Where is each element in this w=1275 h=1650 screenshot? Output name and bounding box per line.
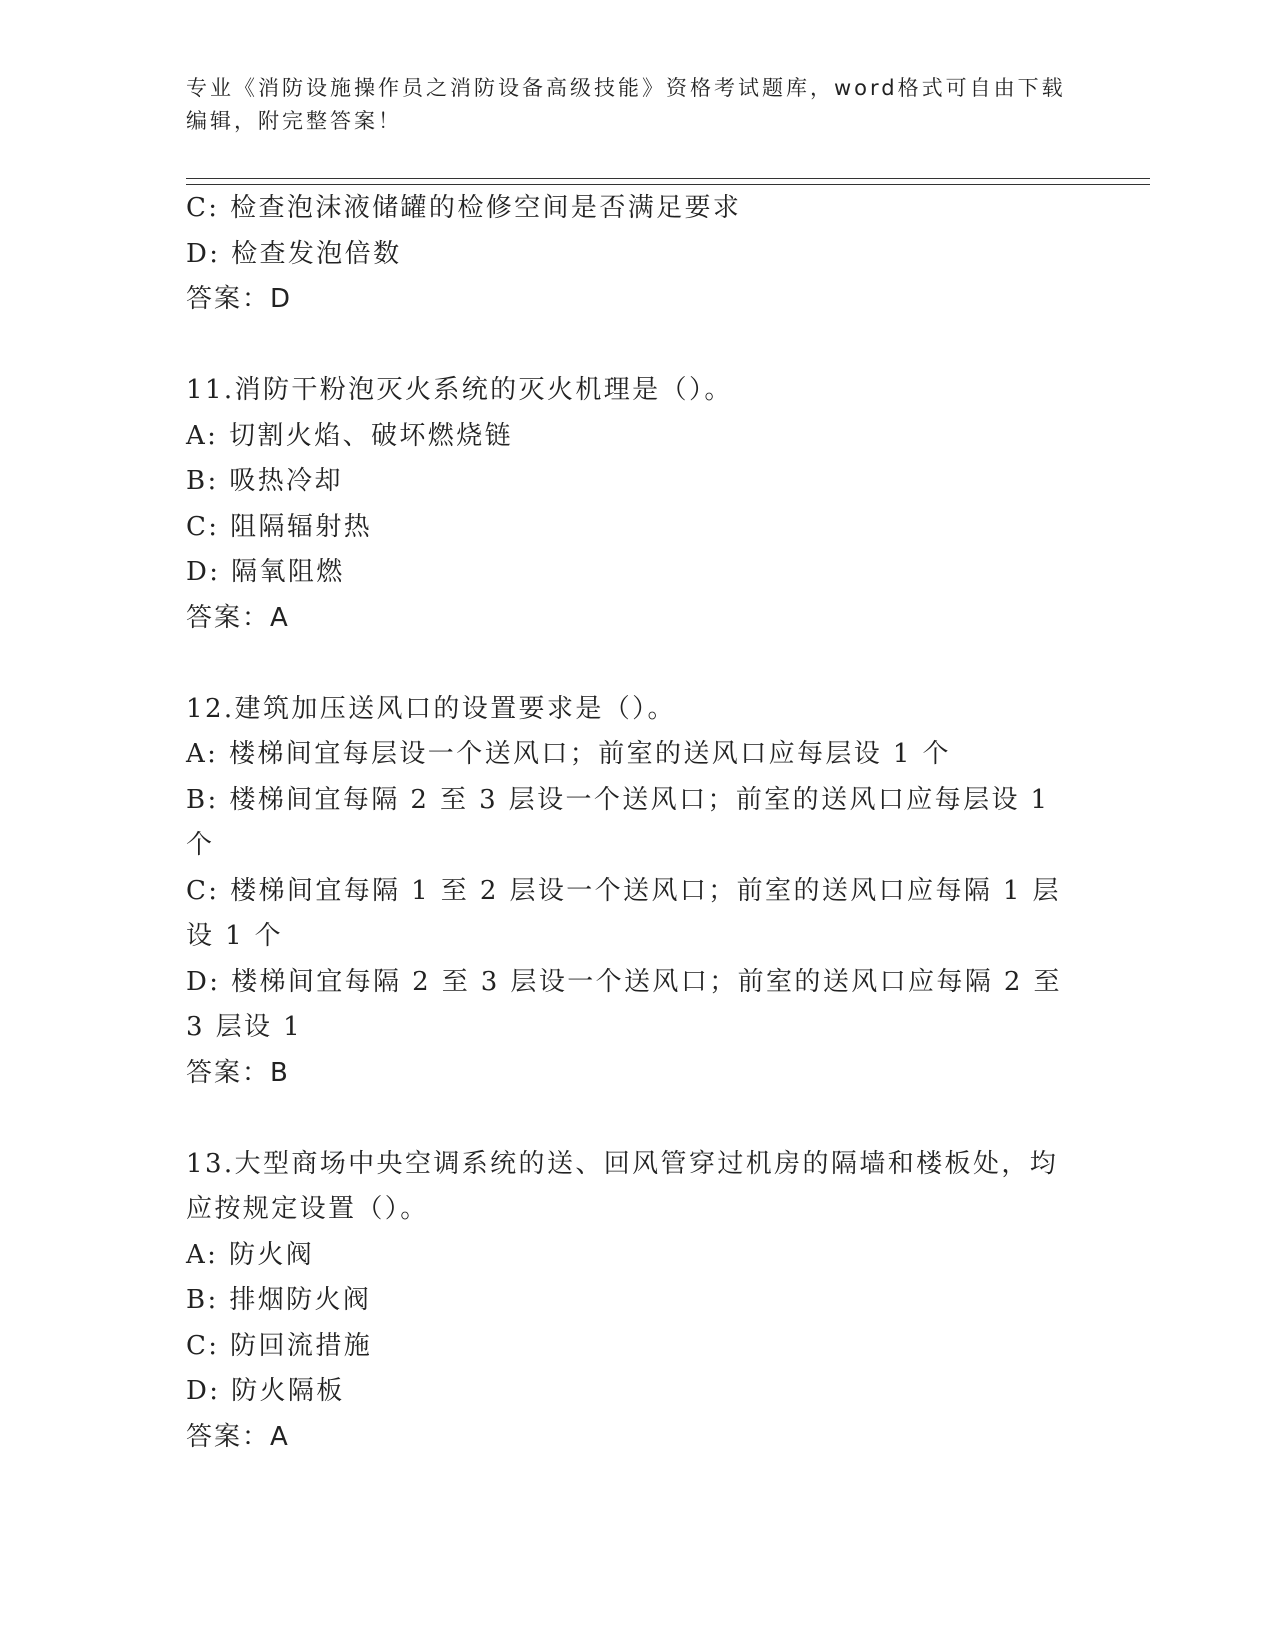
option-a: A: 切割火焰、破坏燃烧链 — [186, 420, 514, 451]
spacer — [186, 641, 1086, 687]
option-b: B: 楼梯间宜每隔 2 至 3 层设一个送风口；前室的送风口应每层设 1 个 — [186, 784, 1050, 860]
option-c: C: 阻隔辐射热 — [186, 511, 373, 542]
option-c: C: 检查泡沫液储罐的检修空间是否满足要求 — [186, 193, 742, 223]
document-header: 专业《消防设施操作员之消防设备高级技能》资格考试题库，word格式可自由下载编辑，附完整答案！ — [186, 76, 1066, 133]
option-d: D: 楼梯间宜每隔 2 至 3 层设一个送风口；前室的送风口应每隔 2 至 3 层设 1 — [186, 966, 1062, 1042]
spacer — [186, 1096, 1086, 1142]
question-11 — [186, 368, 1086, 641]
answer-line: 答案：A — [186, 1421, 290, 1452]
option-a: A: 楼梯间宜每层设一个送风口；前室的送风口应每层设 1 个 — [186, 739, 951, 769]
question-stem: 12.建筑加压送风口的设置要求是（）。 — [186, 693, 676, 724]
option-b: B: 吸热冷却 — [186, 466, 343, 496]
option-c: C: 防回流措施 — [186, 1330, 373, 1361]
partial-question — [186, 186, 1086, 323]
answer-line: 答案：D — [186, 284, 293, 314]
option-d: D: 检查发泡倍数 — [186, 238, 402, 269]
answer-line: 答案：B — [186, 1057, 290, 1088]
question-stem: 11.消防干粉泡灭火系统的灭火机理是（）。 — [186, 375, 733, 405]
question-12 — [186, 687, 1086, 1097]
option-d: D: 防火隔板 — [186, 1376, 345, 1406]
document-body — [186, 186, 1086, 1460]
option-a: A: 防火阀 — [186, 1239, 315, 1270]
header-divider — [186, 178, 1150, 185]
option-d: D: 隔氧阻燃 — [186, 557, 345, 587]
option-c: C: 楼梯间宜每隔 1 至 2 层设一个送风口；前室的送风口应每隔 1 层设 1 个 — [186, 875, 1061, 951]
question-stem: 13.大型商场中央空调系统的送、回风管穿过机房的隔墙和楼板处，均应按规定设置（）。 — [186, 1148, 1059, 1224]
question-13 — [186, 1142, 1086, 1461]
option-b: B: 排烟防火阀 — [186, 1285, 372, 1315]
answer-line: 答案：A — [186, 602, 290, 633]
spacer — [186, 323, 1086, 369]
